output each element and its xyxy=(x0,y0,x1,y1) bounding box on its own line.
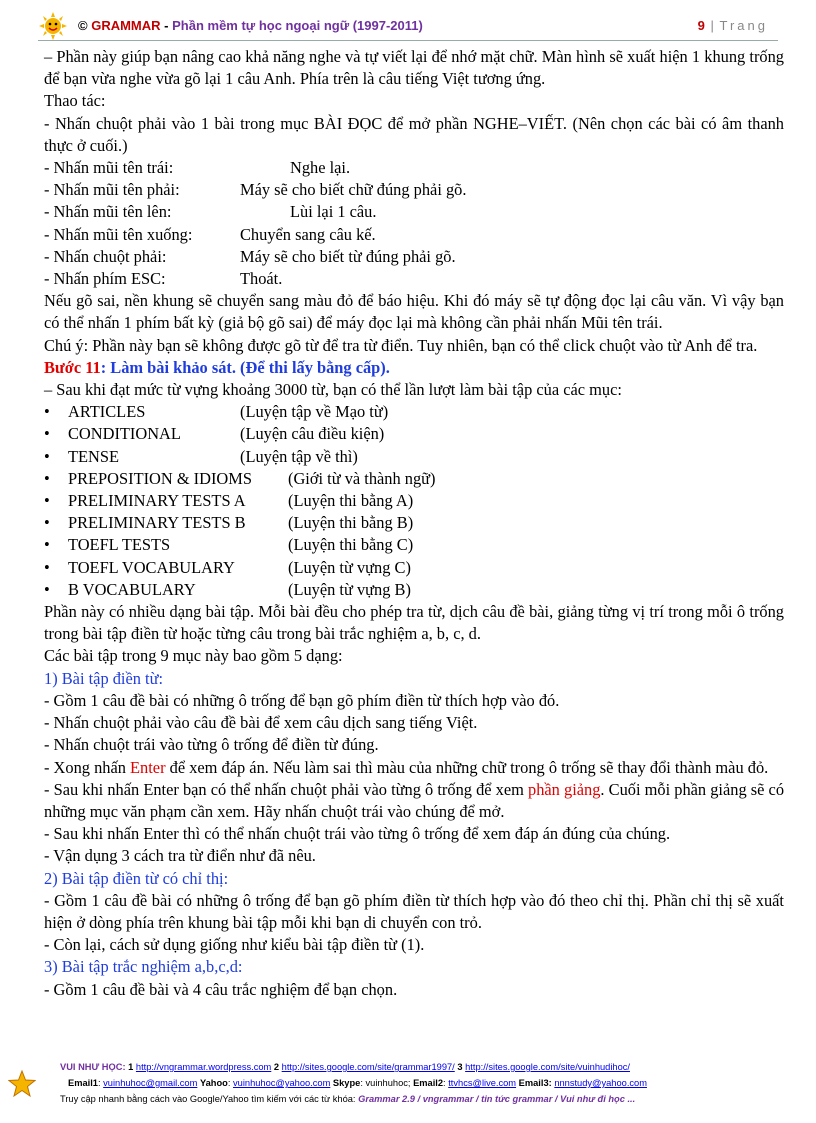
email2-label: Email2 xyxy=(413,1078,444,1088)
section-name: • PRELIMINARY TESTS B xyxy=(68,513,246,533)
text-run: để xem đáp án. Nếu làm sai thì màu của những chữ trong ô trống sẽ thay đổi thành màu đỏ. xyxy=(165,757,769,777)
section-name: • CONDITIONAL xyxy=(68,424,181,444)
subheading-fill-in-directed: 2) Bài tập điền từ có chỉ thị: xyxy=(44,868,229,888)
section-desc: (Giới từ và thành ngữ) xyxy=(288,468,436,488)
document-body xyxy=(44,46,784,1001)
footer-link-grammar1997[interactable]: http://sites.google.com/site/grammar1997/ xyxy=(281,1062,455,1072)
key-action: Máy sẽ cho biết từ đúng phải gõ. xyxy=(240,246,456,266)
list-item xyxy=(44,446,784,468)
yahoo-label: Yahoo xyxy=(199,1078,228,1088)
section-desc: (Luyện tập về Mạo từ) xyxy=(240,402,389,422)
text-run: - Sau khi nhấn Enter bạn có thể nhấn chuột phải vào từng ô trống để xem xyxy=(44,779,529,799)
page-word: Trang xyxy=(719,18,768,33)
email1-link[interactable]: vuinhuhoc@gmail.com xyxy=(103,1078,198,1088)
section-desc: (Luyện thi bằng A) xyxy=(288,491,414,511)
paragraph-open-section: - Nhấn chuột phải vào 1 bài trong mục BÀI ĐỌC để mở phần NGHE–VIẾT. (Nên chọn các bài có âm thanh thực ở cuối.) xyxy=(44,113,784,155)
key-action: Máy sẽ cho biết chữ đúng phải gõ. xyxy=(240,180,467,200)
key-label: - Nhấn mũi tên xuống: xyxy=(44,224,193,244)
section-name: • TENSE xyxy=(68,446,119,466)
step-title: Làm bài khảo sát. (Để thi lấy bằng cấp). xyxy=(110,357,390,377)
text-run: - Xong nhấn xyxy=(44,757,131,777)
section-name: • B VOCABULARY xyxy=(68,579,196,599)
copyright-symbol: © xyxy=(78,18,88,33)
star-icon xyxy=(8,1070,36,1098)
paragraph-five-types: Các bài tập trong 9 mục này bao gồm 5 dạng: xyxy=(44,646,343,666)
product-name: Phần mềm tự học ngoại ngữ (1997-2011) xyxy=(172,18,423,33)
footer-link-wordpress[interactable]: http://vngrammar.wordpress.com xyxy=(135,1062,272,1072)
section-desc: (Luyện từ vựng B) xyxy=(288,579,411,599)
section-name: • TOEFL VOCABULARY xyxy=(68,557,235,577)
footer-brand-label: VUI NHƯ HỌC: xyxy=(60,1062,126,1072)
page-number: 9 xyxy=(697,18,705,33)
list-item xyxy=(44,557,784,579)
key-action: Thoát. xyxy=(240,269,283,289)
list-item xyxy=(44,401,784,423)
section-desc: (Luyện câu điều kiện) xyxy=(240,424,385,444)
directed-line: - Gồm 1 câu đề bài có những ô trống để bạn gõ phím điền từ thích hợp vào đó theo chỉ thị. Phần chỉ thị sẽ xuất hiện ở dòng phía trên khung bài tập mỗi khi bạn di chuyển con trỏ. xyxy=(44,890,784,932)
link-number: 1 xyxy=(128,1062,134,1072)
section-list xyxy=(44,401,784,601)
fill-in-line: - Sau khi nhấn Enter thì có thể nhấn chuột trái vào từng ô trống để xem đáp án đúng của chúng. xyxy=(44,824,671,844)
key-row xyxy=(44,246,784,268)
list-item xyxy=(44,490,784,512)
key-row xyxy=(44,268,784,290)
footer-contacts-line: Email1: vuinhuhoc@gmail.com Yahoo: vuinhuhoc@yahoo.com Skype: vuinhuhoc; Email2: ttvhcs@live.com Email3: nnnstudy@yahoo.com xyxy=(68,1078,647,1088)
key-commands xyxy=(44,157,784,290)
paragraph-error-feedback: Nếu gõ sai, nền khung sẽ chuyển sang màu đỏ để báo hiệu. Khi đó máy sẽ tự động đọc lại câu văn. Vì vậy bạn có thể nhấn 1 phím bất kỳ (giả bộ gõ sai) để máy đọc lại mà không cần phải nhấn Mũi tên trái. xyxy=(44,291,784,333)
step-label: Bước 11 xyxy=(44,357,101,377)
fill-in-line xyxy=(44,779,784,823)
page-number-box xyxy=(698,18,768,33)
page-footer xyxy=(0,1058,816,1118)
page-header xyxy=(38,12,778,41)
yahoo-link[interactable]: vuinhuhoc@yahoo.com xyxy=(233,1078,331,1088)
list-item xyxy=(44,579,784,601)
multiple-choice-line: - Gồm 1 câu đề bài và 4 câu trắc nghiệm để bạn chọn. xyxy=(44,979,398,999)
email3-label: Email3: xyxy=(518,1078,552,1088)
fill-in-line: - Vận dụng 3 cách tra từ điển như đã nêu. xyxy=(44,846,316,866)
list-item xyxy=(44,512,784,534)
text-run: . Cuối mỗi phần giảng sẽ có những mục văn phạm cần xem. Hãy nhấn chuột trái vào chúng để mở. xyxy=(44,779,785,821)
directed-line: - Còn lại, cách sử dụng giống như kiểu bài tập điền từ (1). xyxy=(44,935,425,955)
list-item xyxy=(44,534,784,556)
key-row xyxy=(44,157,784,179)
search-keywords: Grammar 2.9 / vngrammar / tin tức grammar / Vui như đi học ... xyxy=(358,1094,636,1104)
list-item xyxy=(44,468,784,490)
step-heading xyxy=(44,357,784,379)
search-hint: Truy cập nhanh bằng cách vào Google/Yahoo tìm kiếm với các từ khóa: xyxy=(60,1094,359,1104)
key-label: - Nhấn phím ESC: xyxy=(44,269,166,289)
footer-link-vuinhudihoc[interactable]: http://sites.google.com/site/vuinhudihoc/ xyxy=(465,1062,630,1072)
key-label: - Nhấn mũi tên lên: xyxy=(44,202,172,222)
link-number: 2 xyxy=(273,1062,280,1072)
section-name: • TOEFL TESTS xyxy=(68,535,171,555)
section-desc: (Luyện tập về thì) xyxy=(240,446,358,466)
fill-in-line xyxy=(44,757,784,779)
header-title xyxy=(78,18,423,33)
section-name: • PREPOSITION & IDIOMS xyxy=(68,468,252,488)
header-dash: - xyxy=(160,18,173,33)
instructions-heading: Thao tác: xyxy=(44,91,106,111)
paragraph-note: Chú ý: Phần này bạn sẽ không được gõ từ để tra từ điển. Tuy nhiên, bạn có thể click chuột vào từ Anh để tra. xyxy=(44,335,758,355)
enter-keyword: Enter xyxy=(130,757,166,777)
subheading-fill-in: 1) Bài tập điền từ: xyxy=(44,668,164,688)
section-desc: (Luyện thi bằng C) xyxy=(288,535,414,555)
key-row xyxy=(44,179,784,201)
subheading-multiple-choice: 3) Bài tập trắc nghiệm a,b,c,d: xyxy=(44,957,243,977)
section-desc: (Luyện thi bằng B) xyxy=(288,513,414,533)
key-row xyxy=(44,224,784,246)
explanation-keyword: phần giảng xyxy=(528,779,601,799)
key-label: - Nhấn mũi tên phải: xyxy=(44,180,180,200)
email3-link[interactable]: nnnstudy@yahoo.com xyxy=(554,1078,647,1088)
footer-links-line xyxy=(60,1062,780,1072)
key-row xyxy=(44,201,784,223)
email1-label: Email1 xyxy=(68,1078,98,1088)
skype-label: Skype xyxy=(332,1078,361,1088)
fill-in-line: - Gồm 1 câu đề bài có những ô trống để bạn gõ phím điền từ thích hợp vào đó. xyxy=(44,690,560,710)
key-label: - Nhấn chuột phải: xyxy=(44,246,167,266)
paragraph-intro: – Phần này giúp bạn nâng cao khả năng nghe và tự viết lại để nhớ mặt chữ. Màn hình sẽ xuất hiện 1 khung trống để bạn vừa nghe vừa gõ lại 1 câu Anh. Phía trên là câu tiếng Việt tương ứng. xyxy=(44,47,784,89)
paragraph-vocab-requirement: – Sau khi đạt mức từ vựng khoảng 3000 từ, bạn có thể lần lượt làm bài tập của các mục: xyxy=(44,380,622,400)
footer-search-line xyxy=(60,1094,780,1104)
fill-in-line: - Nhấn chuột phải vào câu đề bài để xem câu dịch sang tiếng Việt. xyxy=(44,713,478,733)
list-item xyxy=(44,423,784,445)
key-action: Chuyển sang câu kế. xyxy=(240,224,376,244)
section-name: • ARTICLES xyxy=(68,402,146,422)
section-desc: (Luyện từ vựng C) xyxy=(288,557,411,577)
paragraph-exercise-types: Phần này có nhiều dạng bài tập. Mỗi bài đều cho phép tra từ, dịch câu đề bài, giảng từng vị trí trong mỗi ô trống trong bài tập điền từ hoặc từng câu trong bài trắc nghiệm a, b, c, d. xyxy=(44,602,784,644)
email2-link[interactable]: ttvhcs@live.com xyxy=(448,1078,517,1088)
page-separator: | xyxy=(710,18,714,33)
brand-name: GRAMMAR xyxy=(91,18,161,33)
step-colon: : xyxy=(100,357,111,377)
fill-in-line: - Nhấn chuột trái vào từng ô trống để điền từ đúng. xyxy=(44,735,379,755)
smiling-sun-logo-icon xyxy=(38,12,68,40)
link-number: 3 xyxy=(457,1062,463,1072)
skype-id: vuinhuhoc; xyxy=(365,1078,411,1088)
key-label: - Nhấn mũi tên trái: xyxy=(44,158,174,178)
key-action: Nghe lại. xyxy=(290,158,351,178)
section-name: • PRELIMINARY TESTS A xyxy=(68,491,246,511)
key-action: Lùi lại 1 câu. xyxy=(290,202,377,222)
